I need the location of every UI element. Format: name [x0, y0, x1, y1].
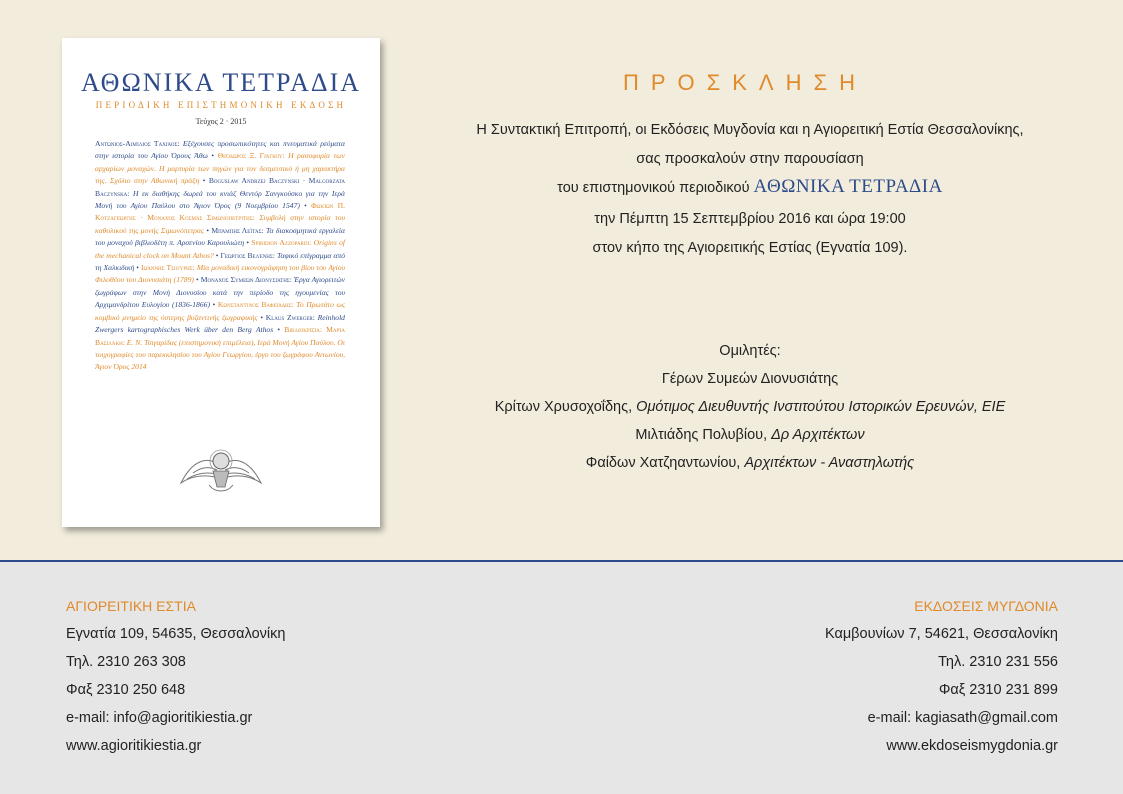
contact-right-fax: Φαξ 2310 231 899	[938, 682, 1058, 698]
toc-author: Spiridion Azzopardi:	[251, 238, 314, 248]
toc-bullet: •	[209, 300, 218, 310]
toc-author: Klaus Zwerger:	[265, 312, 318, 322]
contact-right-phone: Τηλ. 2310 231 556	[938, 654, 1058, 670]
toc-bullet: •	[207, 151, 218, 161]
contact-left-address: Εγνατία 109, 54635, Θεσσαλονίκη	[66, 626, 286, 642]
toc-author: Βιβλιοκρισία: Μαρία Βασιλάκη:	[95, 325, 345, 347]
toc-bullet: •	[199, 176, 209, 186]
speaker-2	[420, 399, 1080, 415]
speaker-4-role: Αρχιτέκτων - Αναστηλωτής	[744, 455, 915, 471]
speaker-4-name: Φαίδων Χατζηαντωνίου,	[585, 455, 745, 471]
contact-left-website[interactable]: www.agioritikiestia.gr	[66, 738, 202, 754]
contact-right-website[interactable]: www.ekdoseismygdonia.gr	[886, 738, 1058, 754]
toc-bullet: •	[204, 225, 212, 235]
invitation-line-3	[420, 176, 1080, 198]
contact-ekdoseis-mygdonia	[658, 596, 1058, 764]
contact-left-phone: Τηλ. 2310 263 308	[66, 654, 186, 670]
toc-author: Μοναχός Συμεών Διονυσιάτης:	[200, 275, 294, 285]
toc-bullet: •	[244, 238, 252, 248]
toc-title: Το Πρωτάτο ως κομβικό μνημείο της ύστερης βυζαντινής ζωγραφικής	[95, 300, 346, 322]
speakers-heading: Ομιλητές:	[719, 343, 781, 359]
contact-left-fax: Φαξ 2310 250 648	[66, 682, 186, 698]
speaker-3-name: Μιλτιάδης Πολυβίου,	[635, 427, 772, 443]
toc-author: Μπάμπης Λεϊτάς:	[211, 225, 266, 235]
invitation-line-2: σας προσκαλούν στην παρουσίαση	[636, 151, 864, 167]
journal-name-inline: ΑΘΩΝΙΚΑ ΤΕΤΡΑΔΙΑ	[753, 176, 943, 197]
invitation-venue: στον κήπο της Αγιορειτικής Εστίας (Εγνατία 109).	[592, 240, 908, 256]
toc-title: Έργα Αγιορειτών ζωγράφων στην Μονή Διονυσίου κατά την περίοδο της ηγουμενίας του Αρχιμανδρίτου Ευλογίου (1836-1866)	[95, 275, 345, 310]
toc-author: Boguslaw Andrzej Baczynski · Malgorzata Baczynska:	[95, 176, 345, 198]
cover-table-of-contents	[95, 138, 345, 374]
invitation-line-1: Η Συντακτική Επιτροπή, οι Εκδόσεις Μυγδονία και η Αγιορειτική Εστία Θεσσαλονίκης,	[476, 122, 1024, 138]
contact-left-email[interactable]: e-mail: info@agioritikiestia.gr	[66, 710, 253, 726]
contact-right-name: ΕΚΔΟΣΕΙΣ ΜΥΓΔΟΝΙΑ	[914, 598, 1058, 614]
invitation-date: την Πέμπτη 15 Σεπτεμβρίου 2016 και ώρα 19:00	[594, 211, 906, 227]
toc-author: Κωνσταντίνος Βαφειάδης:	[217, 300, 297, 310]
cover-subtitle: ΠΕΡΙΟΔΙΚΗ ΕΠΙΣΤΗΜΟΝΙΚΗ ΕΚΔΟΣΗ	[95, 100, 347, 110]
speaker-3	[420, 427, 1080, 443]
toc-title: Ταφικό επίγραμμα από τη Χαλκιδική	[95, 250, 345, 273]
speaker-3-role: Δρ Αρχιτέκτων	[771, 427, 865, 443]
toc-bullet: •	[193, 275, 201, 285]
contact-right-address: Καμβουνίων 7, 54621, Θεσσαλονίκη	[824, 626, 1058, 642]
cover-title: ΑΘΩΝΙΚΑ ΤΕΤΡΑΔΙΑ	[80, 68, 362, 97]
toc-title: Συμβολή στην ιστορία του καθολικού της μονής Σιμωνόπετρας	[95, 213, 345, 235]
toc-author: Φωκίων Π. Κοτζαγεώργης · Μοναχός Κοσμάς Σιμωνοπετρίτης:	[95, 201, 345, 223]
speaker-4	[420, 455, 1080, 471]
toc-title: Η ρασοφορία των αρχαρίων μοναχών. Η μαρτυρία των πηγών για τον δεσμευτικό ή μη χαρακτήρα της. Σχόλιο στην Αθωνική πράξη	[95, 151, 345, 186]
toc-bullet: •	[134, 263, 141, 273]
toc-title: Η εκ διαθήκης δωρεά του κνιάζ Θεντόρ Σανγκούσκο για την Ιερά Μονή του Αγίου Παύλου στο Άγιον Όρος (9 Νοεμβρίου 1547)	[95, 188, 345, 211]
toc-bullet: •	[299, 201, 312, 211]
toc-bullet: •	[257, 312, 266, 322]
invitation-title: ΠΡΟΣΚΛΗΣΗ	[622, 70, 868, 95]
toc-title: Reinhold Zwergers kartographisches Werk über den Berg Athos	[95, 312, 345, 335]
contact-right-email[interactable]: e-mail: kagiasath@gmail.com	[867, 710, 1058, 726]
winged-seraph-emblem-icon	[179, 445, 263, 495]
toc-title: Εξέχουσες προσωπικότητες και πνευματικά ρεύματα στην ιστορία του Αγίου Όρους Άθω	[95, 139, 345, 161]
speaker-2-name: Κρίτων Χρυσοχοΐδης,	[494, 399, 637, 415]
toc-title: Μία μοναδική εικονογράφηση του βίου του Αγίου Φιλοθέου του Διονυσιάτη (1789)	[95, 263, 345, 285]
speaker-1	[420, 371, 1080, 387]
speaker-2-role: Ομότιμος Διευθυντής Ινστιτούτου Ιστορικών Ερευνών, ΕΙΕ	[636, 399, 1006, 415]
toc-author: Θεόδωρος Ξ. Γιάγκου:	[217, 151, 289, 161]
toc-author: Αντώνιος-Αιμίλιος Ταχιάος:	[95, 139, 183, 148]
speaker-1-name: Γέρων Συμεών Διονυσιάτης	[661, 371, 839, 387]
toc-title: Origins of the mechanical clock on Mount Athos?	[95, 238, 346, 260]
toc-title: Τα διακοσμητικά εργαλεία του μοναχού βιβλιοδέτη π. Αρσενίου Καρουλιώτη	[95, 225, 345, 248]
toc-author: Γεώργιος Βελένης:	[220, 250, 277, 260]
toc-bullet: •	[213, 250, 221, 260]
invitation-line-3-text: του επιστημονικού περιοδικού	[557, 180, 750, 196]
contact-agioritiki-estia	[66, 596, 466, 764]
toc-bullet: •	[273, 325, 285, 335]
cover-issue: Τεύχος 2 · 2015	[195, 117, 247, 126]
contact-left-name: ΑΓΙΟΡΕΙΤΙΚΗ ΕΣΤΙΑ	[66, 598, 196, 614]
journal-cover	[62, 38, 380, 527]
toc-title: Ε. Ν. Τσιγαρίδας (επιστημονική επιμέλεια), Ιερά Μονή Αγίου Παύλου. Οι τοιχογραφίες του παρεκκλησίου του Αγίου Γεωργίου, έργο του ζωγράφου Αντωνίου, Άγιον Όρος 2014	[95, 337, 345, 372]
toc-author: Ιωάννης Τσιούρης:	[140, 263, 197, 273]
